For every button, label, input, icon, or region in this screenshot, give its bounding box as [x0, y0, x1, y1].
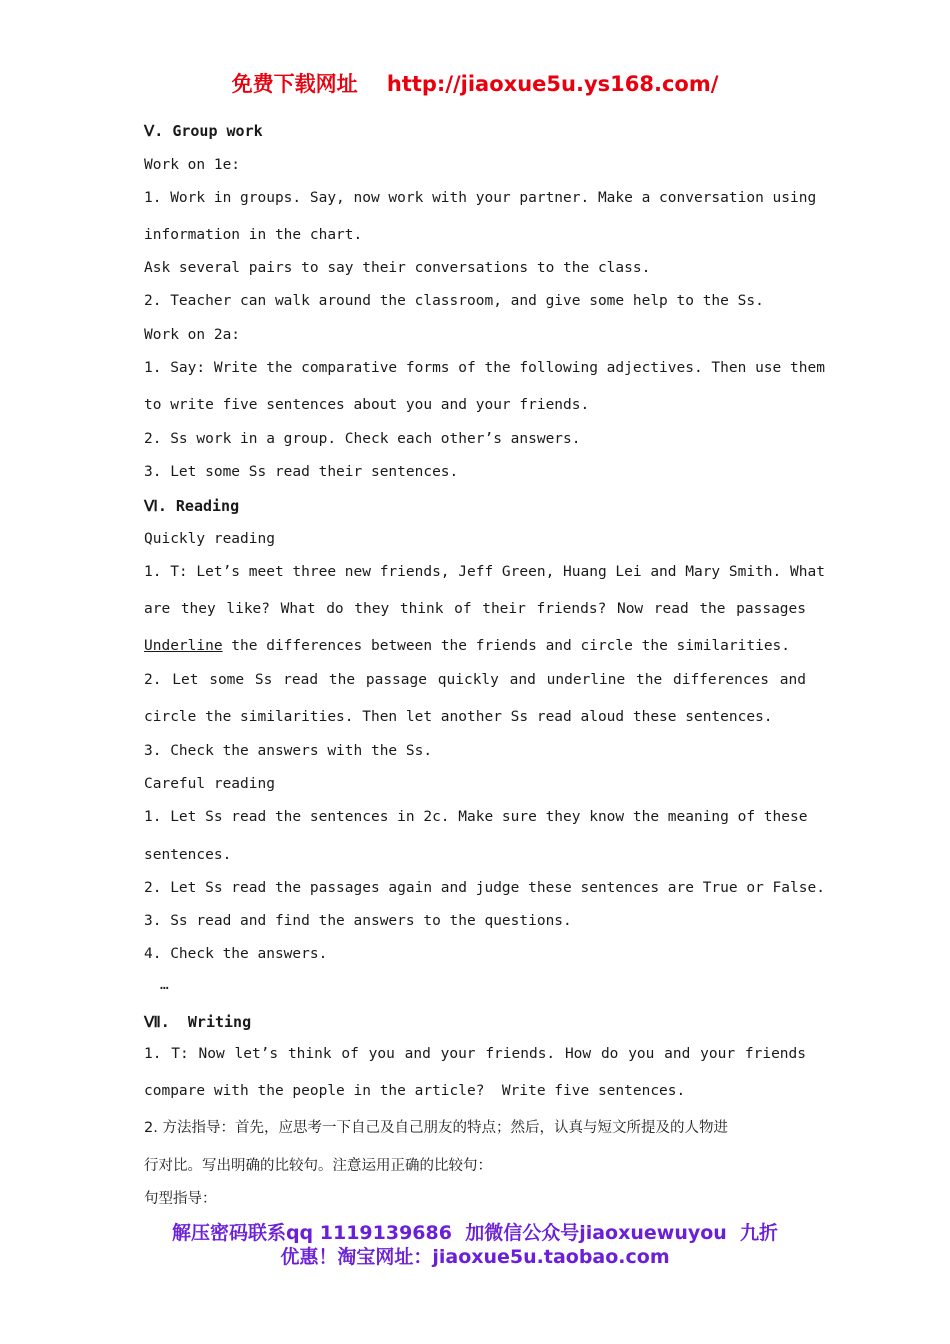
- text-line: information in the chart.: [144, 227, 363, 243]
- text-line: 2. Let some Ss read the passage quickly and underline the differences and: [144, 672, 806, 688]
- text-line: 4. Check the answers.: [144, 946, 328, 962]
- text-line: 句型指导：: [144, 1191, 217, 1207]
- text-line: 2. Teacher can walk around the classroom, and give some help to the Ss.: [144, 293, 764, 309]
- text-line: 1. Say: Write the comparative forms of the following adjectives. Then use them: [144, 360, 825, 376]
- text-line: compare with the people in the article? Write five sentences.: [144, 1083, 686, 1099]
- text-line: 1. T: Let’s meet three new friends, Jeff Green, Huang Lei and Mary Smith. What: [144, 564, 825, 580]
- section-6-heading: Ⅵ. Reading: [144, 497, 240, 515]
- text-line: 1. T: Now let’s think of you and your friends. How do you and your friends: [144, 1046, 806, 1062]
- section-7-heading: Ⅶ. Writing: [144, 1013, 252, 1031]
- text-line: Quickly reading: [144, 531, 275, 547]
- text-line: [144, 638, 790, 654]
- text-line: 1. Let Ss read the sentences in 2c. Make sure they know the meaning of these: [144, 809, 808, 825]
- text-line: circle the similarities. Then let another Ss read aloud these sentences.: [144, 709, 773, 725]
- text-line: Work on 2a:: [144, 327, 241, 343]
- text-line: sentences.: [144, 847, 232, 863]
- text-line: Careful reading: [144, 776, 275, 792]
- text-line: Ask several pairs to say their conversations to the class.: [144, 260, 651, 276]
- text-span: the differences between the friends and circle the similarities.: [222, 638, 791, 654]
- ellipsis: …: [160, 977, 169, 993]
- text-line: Work on 1e:: [144, 157, 241, 173]
- footer-banner-line2: 优惠！淘宝网址：jiaoxue5u.taobao.com: [280, 1246, 670, 1268]
- text-line: 1. Work in groups. Say, now work with your partner. Make a conversation using: [144, 190, 817, 206]
- text-line: 3. Ss read and find the answers to the questions.: [144, 913, 572, 929]
- text-line: 3. Let some Ss read their sentences.: [144, 464, 459, 480]
- text-line: 3. Check the answers with the Ss.: [144, 743, 433, 759]
- header-banner: 免费下载网址 http://jiaoxue5u.ys168.com/: [231, 72, 719, 96]
- footer-banner-line1: 解压密码联系qq 1119139686 加微信公众号jiaoxuewuyou 九折: [171, 1222, 779, 1244]
- text-line: 2. Let Ss read the passages again and judge these sentences are True or False.: [144, 880, 825, 896]
- text-line: 2. 方法指导：首先，应思考一下自己及自己朋友的特点；然后，认真与短文所提及的人物进: [144, 1120, 728, 1136]
- text-line: to write five sentences about you and your friends.: [144, 397, 590, 413]
- text-line: 2. Ss work in a group. Check each other’s answers.: [144, 431, 581, 447]
- underlined-word: Underline: [144, 638, 223, 654]
- text-line: are they like? What do they think of their friends? Now read the passages: [144, 601, 806, 617]
- text-line: 行对比。写出明确的比较句。注意运用正确的比较句：: [144, 1158, 492, 1174]
- section-5-heading: Ⅴ. Group work: [144, 122, 263, 140]
